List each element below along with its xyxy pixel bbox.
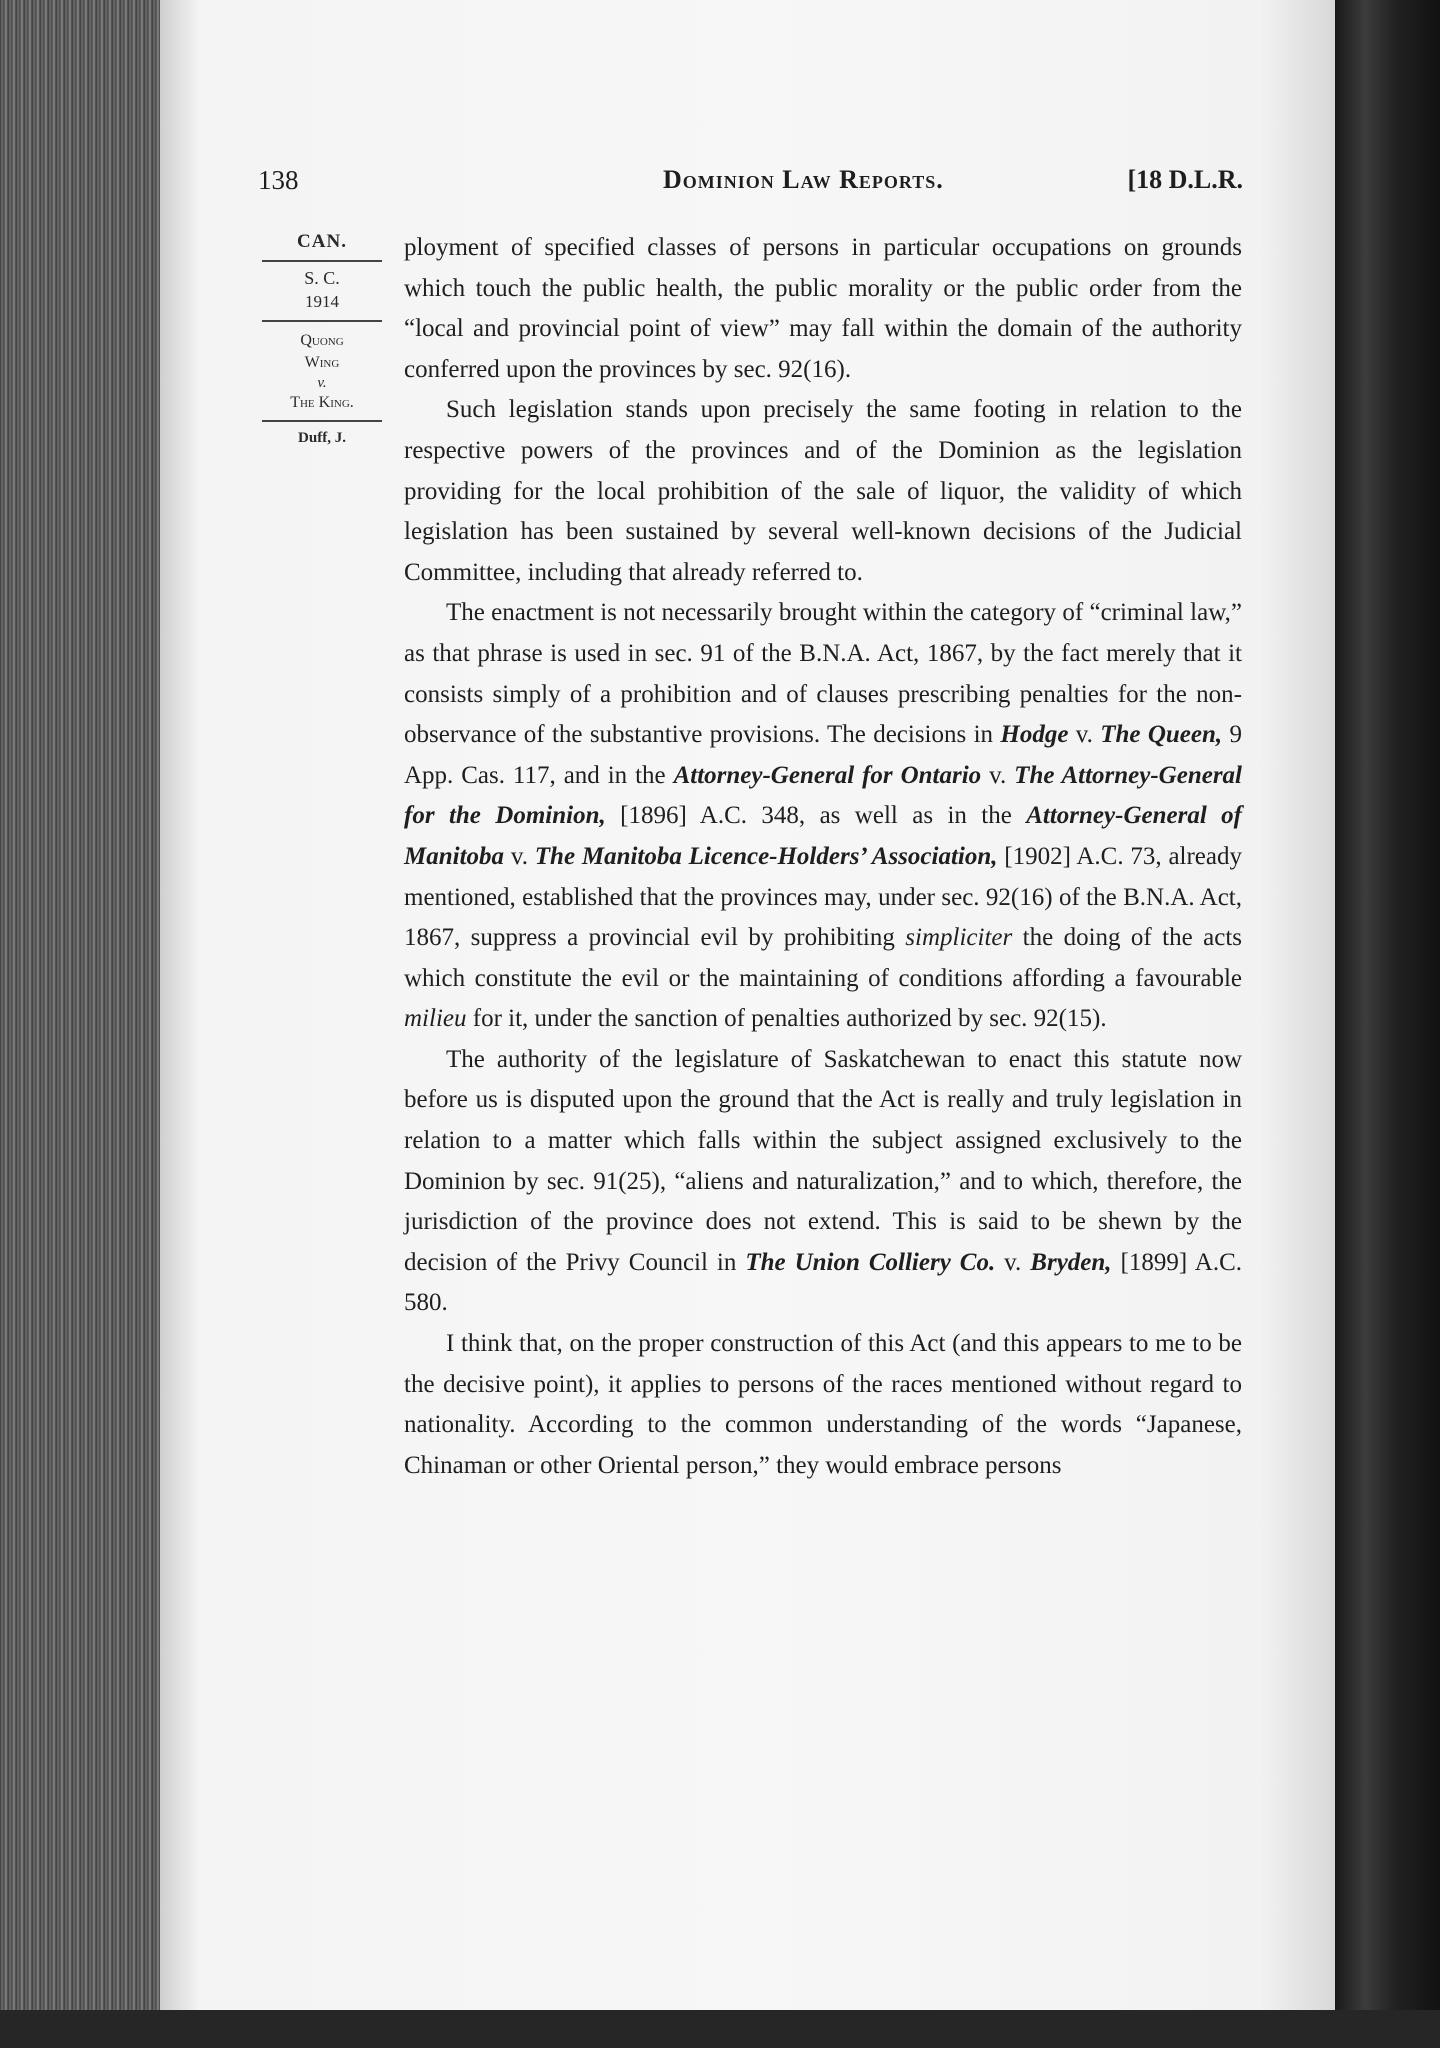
text-run: [1896] A.C. 348, as well as in the: [605, 802, 1027, 830]
book-binding: [1335, 0, 1440, 2048]
text-run: [1902] A.C. 73, already mentioned, established that the provinces may, under sec. 92(16) of the B.N.A. Act, 1867, suppress a provincial evil by prohibiting: [404, 842, 1242, 952]
paragraph-2: Such legislation stands upon precisely the same footing in relation to the respective powers of the provinces and of the Dominion as the legislation providing for the local prohibition of the sale of liquor, the validity of which legislation has been sustained by several well-known decisions of the Judicial Committee, including that already referred to.: [404, 396, 1242, 586]
journal-title: Dominion Law Reports.: [663, 165, 944, 194]
margin-case-name-1: Quong: [300, 332, 344, 349]
paragraph-5: I think that, on the proper construction of this Act (and this appears to me to be the decisive point), it applies to persons of the races mentioned without regard to nationality. According to the common understanding of the words “Japanese, Chinaman or other Oriental person,” they would embrace persons: [404, 1330, 1242, 1479]
margin-jurisdiction: CAN.: [297, 231, 347, 252]
paragraph-4: [404, 1040, 1242, 1324]
page-number: 138: [258, 165, 299, 195]
volume-reference: [18 D.L.R.: [1127, 165, 1243, 194]
running-head: [258, 165, 1243, 205]
margin-year: 1914: [262, 290, 382, 322]
margin-notes: [262, 230, 382, 450]
margin-case-name-3: The King.: [290, 394, 354, 411]
margin-case-versus: v.: [317, 375, 327, 391]
case-citation: The Manitoba Licence-Holders’ Association,: [534, 842, 998, 870]
paragraph-3: [404, 593, 1242, 1040]
case-citation: The Queen,: [1100, 721, 1223, 749]
text-run: 9 App. Cas. 117, and in the: [404, 721, 1242, 789]
paragraph-1: ployment of specified classes of persons in particular occupations on grounds which touch the public health, the public morality or the public order from the “local and provincial point of view” may fall within the domain of the authority conferred upon the provinces by sec. 92(16).: [404, 234, 1242, 383]
latin-term: simpliciter: [905, 924, 1013, 952]
margin-judge: Duff, J.: [262, 420, 382, 450]
case-citation: The Attorney-General for the Dominion,: [404, 761, 1242, 830]
scan-bottom-edge: [0, 2010, 1440, 2048]
text-run: [1899] A.C. 580.: [404, 1248, 1243, 1317]
case-citation: The Union Colliery Co.: [745, 1248, 996, 1276]
margin-court: S. C.: [262, 260, 382, 290]
margin-case-name-2: Wing: [304, 354, 340, 371]
page-stack-edges: [0, 0, 170, 2048]
text-run: for it, under the sanction of penalties authorized by sec. 92(15).: [466, 1005, 1107, 1033]
case-citation: Attorney-General for Ontario: [673, 761, 982, 789]
case-citation: Bryden,: [1030, 1248, 1112, 1276]
text-run: The enactment is not necessarily brought within the category of “criminal law,” as that phrase is used in sec. 91 of the B.N.A. Act, 1867, by the fact merely that it consists simply of a prohibition and of clauses prescribing penalties for the non-observance of the substantive provisions. The decisions in: [404, 599, 1242, 749]
latin-term: milieu: [404, 1005, 467, 1033]
text-run: v.: [981, 761, 1015, 789]
body-text: [404, 228, 1242, 1486]
case-citation: Hodge: [1000, 721, 1069, 749]
text-run: the doing of the acts which constitute the evil or the maintaining of conditions affording a favourable: [404, 924, 1242, 992]
text-run: v.: [1068, 721, 1101, 749]
text-run: The authority of the legislature of Saskatchewan to enact this statute now before us is disputed upon the ground that the Act is really and truly legislation in relation to a matter which falls within the subject assigned exclusively to the Dominion by sec. 91(25), “aliens and naturalization,” and to which, therefore, the jurisdiction of the province does not extend. This is said to be shewn by the decision of the Privy Council in: [404, 1045, 1242, 1276]
case-citation: Attorney-General of Manitoba: [404, 802, 1242, 870]
text-run: v.: [504, 842, 535, 870]
text-run: v.: [995, 1248, 1031, 1276]
